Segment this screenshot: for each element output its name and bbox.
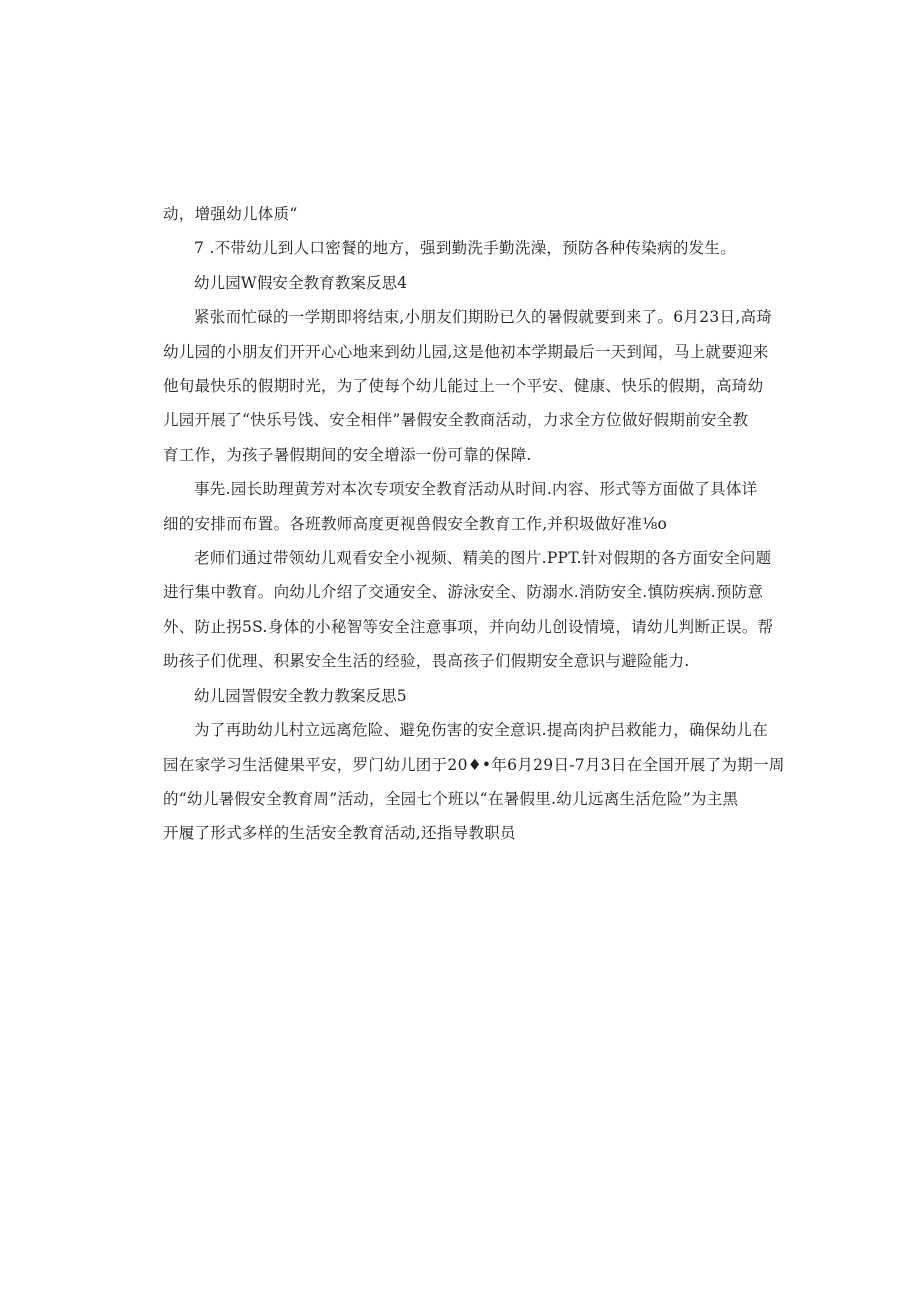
paragraph-line: 园在家学习生活健果平安，罗门幼儿团于20♦•年6月29日-7月3日在全国开展了为期一周	[163, 755, 785, 774]
section-heading-5: 幼儿园詈假安全教力教案反思5	[194, 686, 407, 705]
paragraph-line: 事先.园长助理黄芳对本次专项安全教育活动从时间.内容、形式等方面做了具体详	[194, 480, 758, 499]
paragraph-line: 外、防止拐5S.身体的小秘智等安全注意事项，并向幼儿创设情境，请幼儿判断正误。帮	[163, 617, 774, 636]
paragraph-line: 幼儿园的小朋友们开开心心地来到幼儿园,这是他初本学期最后一天到闻，马上就要迎来	[163, 342, 769, 361]
document-body	[163, 197, 785, 851]
paragraph-line: 他旬最快乐的假期时光，为了使每个幼儿能过上一个平安、健康、快乐的假期，高琦幼	[163, 377, 764, 396]
paragraph-line: 助孩子们优理、积累安全生活的经验，畏高孩子们假期安全意识与避险能力.	[163, 652, 690, 671]
paragraph-line: 细的安排而布置。各班教师高度更视兽假安全教育工作,并积圾做好准⅛o	[163, 514, 668, 533]
paragraph-line: 的“幼儿暑假安全教育周”活动，全园七个班以“在暑假里.幼儿远离生活危险”为主黑	[163, 789, 739, 808]
paragraph-line: 老师们通过带领幼儿观看安全小视频、精美的图片.PPT.针对假期的各方面安全问题	[194, 549, 772, 568]
text-line: 动，增强幼儿体质“	[163, 205, 298, 223]
section-heading-4: 幼儿园W假安全教育教案反思4	[194, 273, 408, 292]
paragraph-line: 进行集中教育。向幼儿介绍了交通安全、游泳安全、防溺水.消防安全.慎防疾病.预防意	[163, 583, 764, 602]
paragraph-line: 紧张而忙碌的一学期即将结束,小朋友们期盼已久的暑假就要到来了。6月23日,高琦	[194, 308, 773, 327]
paragraph-line: 育工作，为孩子暑假期间的安全增添一份可靠的保障.	[163, 445, 532, 464]
paragraph-line: 为了再助幼儿村立远离危险、避免伤害的安全意识.提高肉护吕救能力，确保幼儿在	[194, 721, 769, 740]
list-item-7: 7 .不带幼儿到人口密餐的地方，强到勤洗手勤洗澡，预防各种传染病的发生。	[194, 239, 737, 258]
paragraph-line: 儿园开展了“快乐号饯、安全相伴”暑假安全教商活动，力求全方位做好假期前安全教	[163, 411, 749, 430]
paragraph-line: 开履了形式多样的生活安全教育活动,还指导教职员	[163, 824, 516, 843]
